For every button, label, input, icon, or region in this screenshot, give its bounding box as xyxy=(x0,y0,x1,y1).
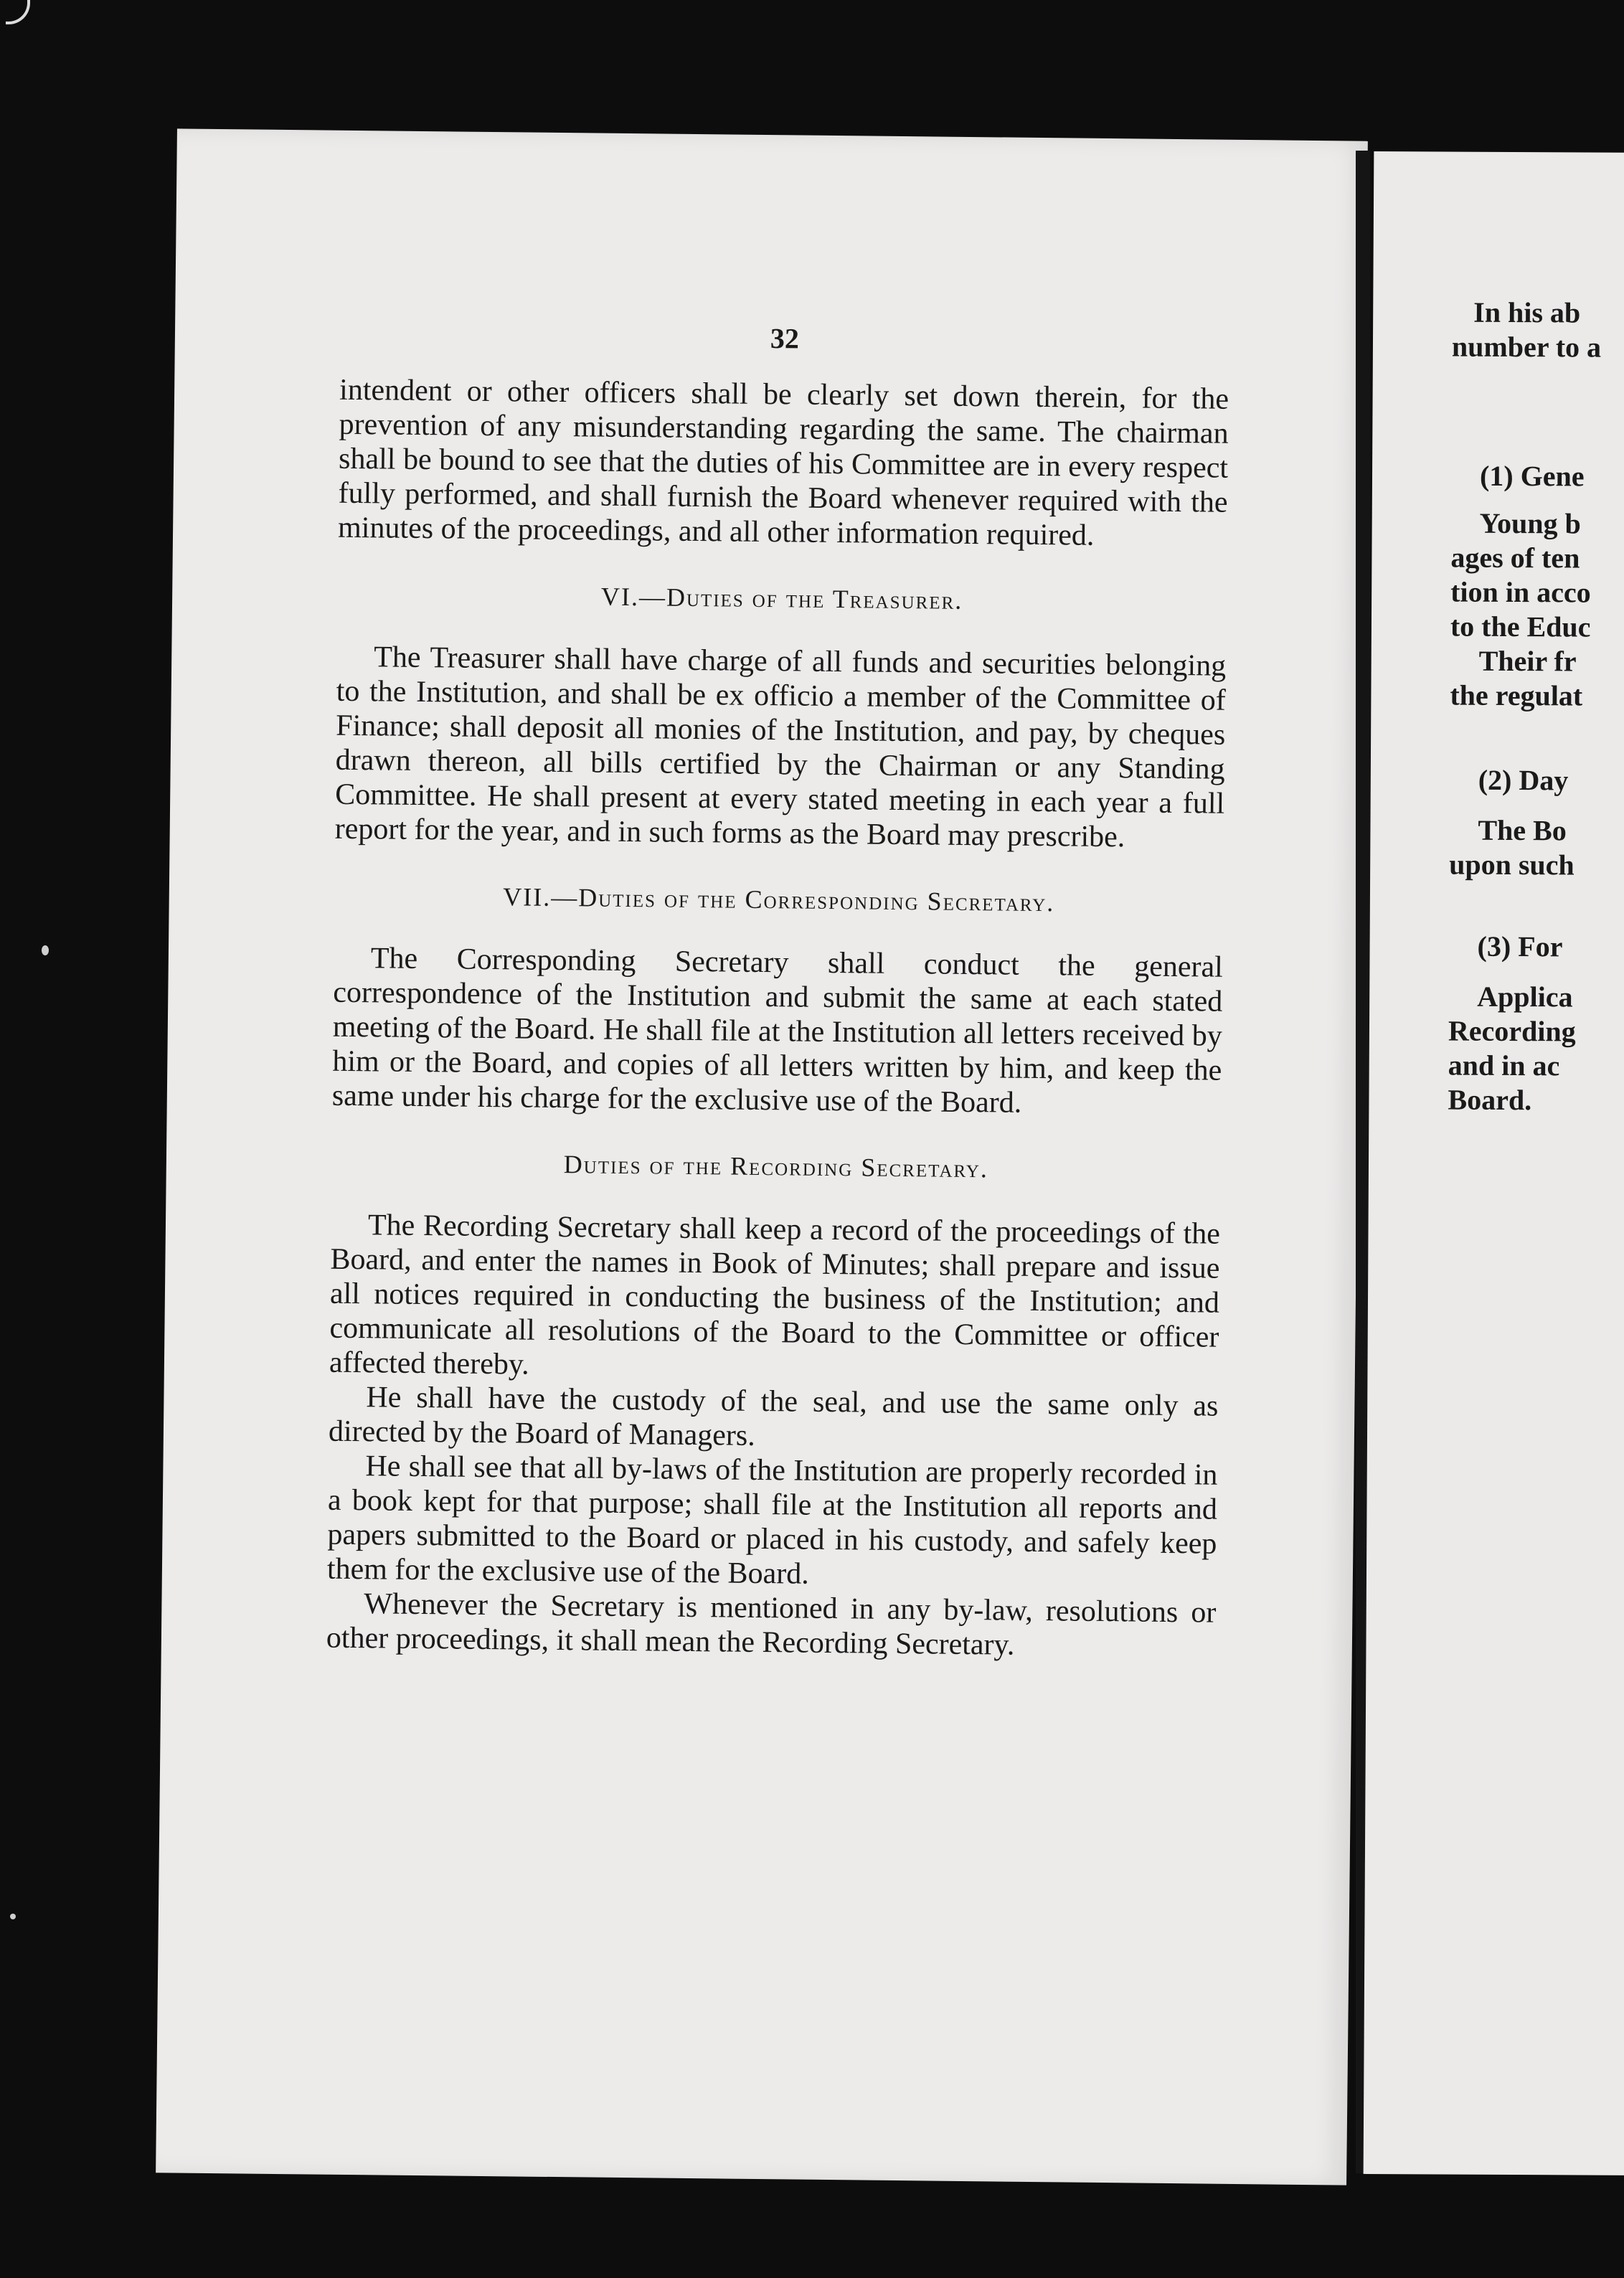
right-page-fragment: number to a xyxy=(1451,330,1602,364)
left-page xyxy=(156,128,1368,2185)
right-page-fragment: tion in acco xyxy=(1450,575,1591,609)
dust-speck xyxy=(10,1914,16,1919)
paragraph: intendent or other officers shall be clearly set down therein, for the prevention of any misunderstanding regarding the same. The chairman shall be bound to see that the duties of his Committee are in every respect fully performed, and shall furnish the Board whenever required with the minutes of the proceedings, and all other information required. xyxy=(337,373,1229,552)
right-page-fragment: (2) Day xyxy=(1478,763,1569,797)
paragraph: The Corresponding Secretary shall conduct the general correspondence of the Institution and submit the same at each stated meeting of the Board. He shall file at the Institution all letters received by him or the Board, and copies of all letters written by him, and keep the same under his charge for the exclusive use of the Board. xyxy=(331,942,1224,1120)
section-heading: Duties of the Recording Secretary. xyxy=(563,1150,989,1183)
corner-mark xyxy=(6,0,30,24)
right-page-fragment: Applica xyxy=(1477,980,1573,1013)
right-page-fragment: Their fr xyxy=(1478,644,1577,678)
right-page-fragment: In his ab xyxy=(1473,296,1581,329)
right-page-fragment: upon such xyxy=(1449,848,1575,882)
right-page-fragment: Young b xyxy=(1479,506,1581,540)
left-page-text xyxy=(326,317,1229,1665)
paragraph: Whenever the Secretary is mentioned in any by-law, resolutions or other proceedings, it shall mean the Recording Secretary. xyxy=(326,1587,1217,1662)
section-heading: VI.—Duties of the Treasurer. xyxy=(600,582,963,615)
right-page-fragment: ages of ten xyxy=(1450,541,1580,575)
right-page xyxy=(1364,151,1624,2175)
paragraph: He shall have the custody of the seal, and use the same only as directed by the Board of Managers. xyxy=(328,1381,1219,1452)
right-page-fragment: Recording xyxy=(1448,1014,1576,1048)
page-number: 32 xyxy=(770,322,800,355)
paragraph: He shall see that all by-laws of the Institution are properly recorded in a book kept for that purpose; shall file at the Institution all reports and papers submitted to the Board or placed in his custody, and safely keep them for the exclusive use of the Board. xyxy=(326,1450,1218,1591)
right-page-fragment: Board. xyxy=(1448,1083,1532,1117)
right-page-fragment: to the Educ xyxy=(1450,610,1591,643)
left-page-blocks xyxy=(326,373,1229,1665)
paragraph: The Treasurer shall have charge of all funds and securities belonging to the Institution, and shall be ex officio a member of the Committee of Finance; shall deposit all monies of the Institution, and pay, by cheques drawn thereon, all bills certified by the Chairman or any Standing Committee. He shall present at every stated meeting in each year a full report for the year, and in such forms as the Board may prescribe. xyxy=(334,641,1227,854)
section-heading: VII.—Duties of the Corresponding Secretary. xyxy=(503,882,1055,917)
right-page-fragment: (3) For xyxy=(1477,930,1563,963)
dust-speck xyxy=(42,945,49,955)
right-page-fragment: (1) Gene xyxy=(1479,459,1585,493)
right-page-fragment: the regulat xyxy=(1450,679,1583,712)
right-page-fragment: and in ac xyxy=(1448,1049,1560,1082)
paragraph: The Recording Secretary shall keep a record of the proceedings of the Board, and enter the names in Book of Minutes; shall prepare and issue all notices required in conducting the business of the Institution; and communicate all resolutions of the Board to the Committee or officer affected thereby. xyxy=(329,1209,1221,1381)
right-page-fragment: The Bo xyxy=(1478,813,1567,847)
